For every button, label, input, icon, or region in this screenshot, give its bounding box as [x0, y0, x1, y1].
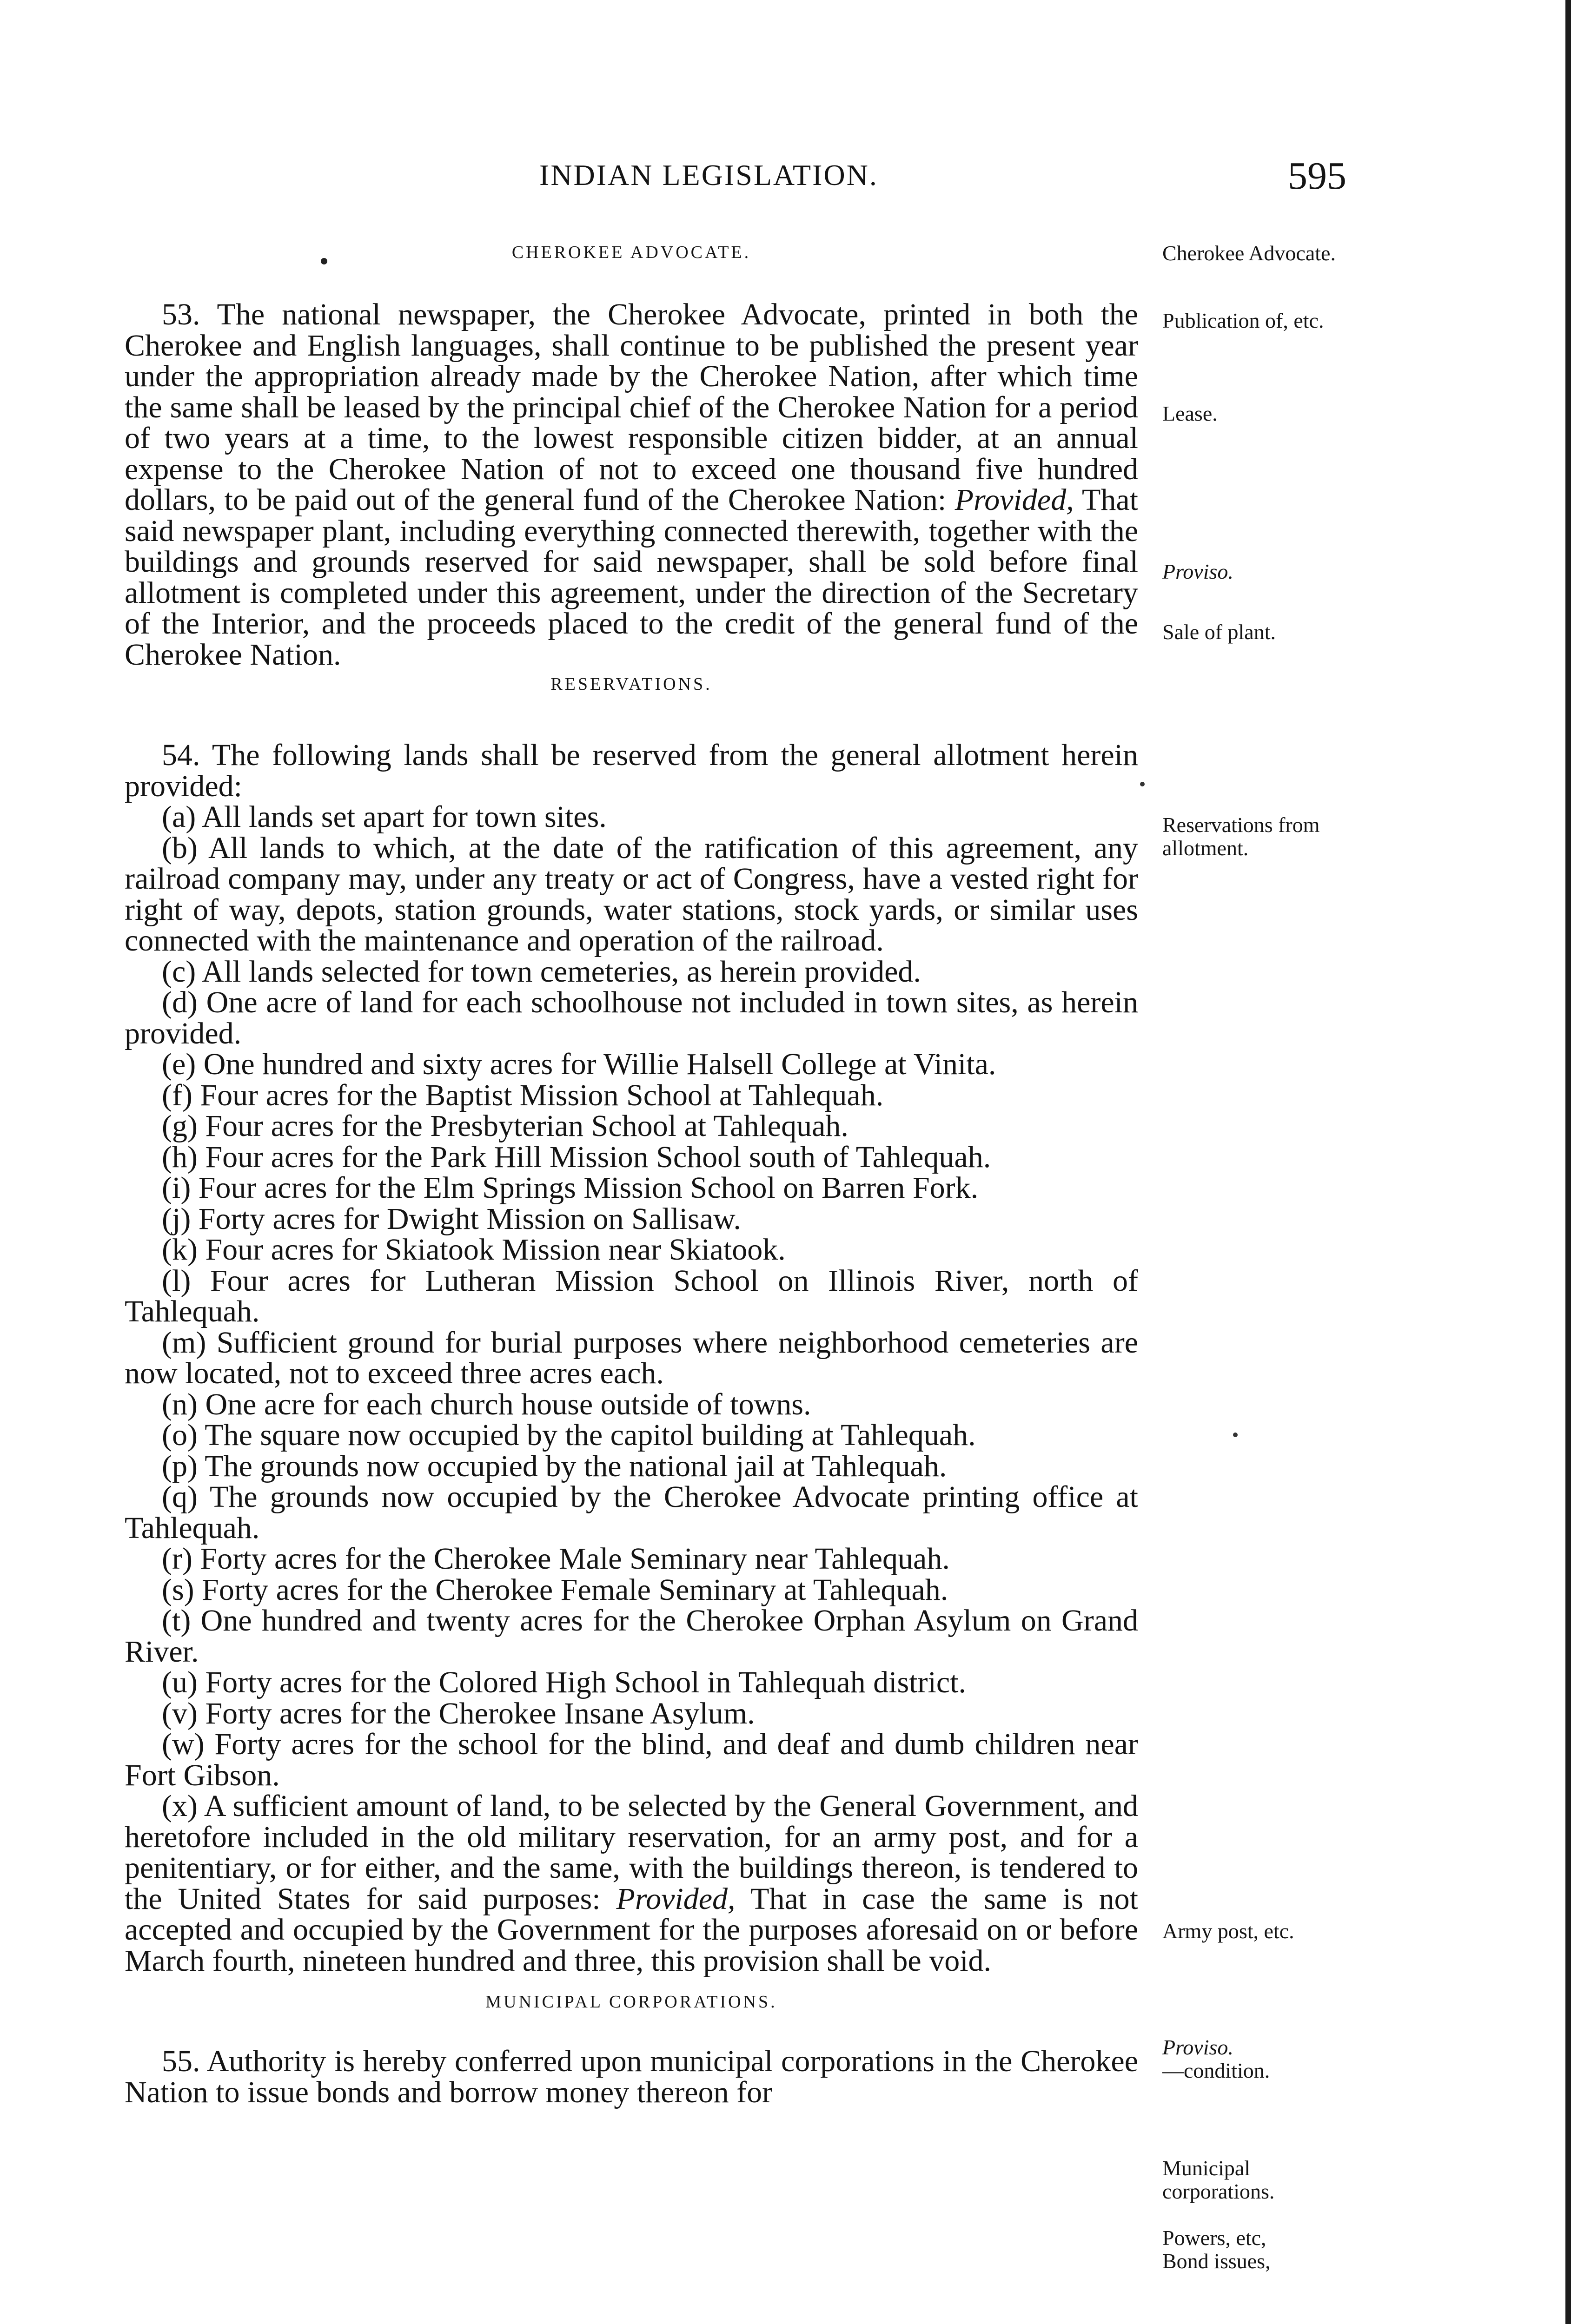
- section-heading-municipal: MUNICIPAL CORPORATIONS.: [485, 1992, 777, 2012]
- reservation-item: (r) Forty acres for the Cherokee Male Seminary near Tahlequah.: [162, 1542, 950, 1576]
- reservation-item: (v) Forty acres for the Cherokee Insane Asylum.: [162, 1696, 755, 1730]
- reservation-item: (n) One acre for each church house outside of towns.: [162, 1387, 811, 1421]
- reservation-item: (f) Four acres for the Baptist Mission School at Tahlequah.: [162, 1078, 884, 1112]
- stray-mark: [1140, 782, 1145, 786]
- reservation-item: (w) Forty acres for the school for the blind, and deaf and dumb children near Fort Gibson.: [125, 1727, 1138, 1792]
- reservation-item: (i) Four acres for the Elm Springs Mission School on Barren Fork.: [162, 1171, 979, 1205]
- reservation-item: (p) The grounds now occupied by the national jail at Tahlequah.: [162, 1449, 947, 1483]
- reservation-item: (m) Sufficient ground for burial purposes where neighborhood cemeteries are now located, not to exceed three acres each.: [125, 1325, 1138, 1390]
- margin-note-reservations: Reservations from allotment.: [1162, 813, 1320, 860]
- reservation-item: (j) Forty acres for Dwight Mission on Sallisaw.: [162, 1202, 741, 1236]
- section-heading-cherokee-advocate: CHEROKEE ADVOCATE.: [511, 243, 751, 262]
- margin-note-proviso: Proviso.: [1162, 2035, 1233, 2059]
- margin-note-lease: Lease.: [1162, 402, 1218, 425]
- reservation-item: (t) One hundred and twenty acres for the Cherokee Orphan Asylum on Grand River.: [125, 1604, 1138, 1669]
- margin-note-proviso: Proviso.: [1162, 560, 1233, 583]
- margin-note-bond-issues: Bond issues,: [1162, 2249, 1271, 2273]
- margin-note-municipal: Municipal corporations.: [1162, 2156, 1275, 2203]
- reservation-item: (q) The grounds now occupied by the Cherokee Advocate printing office at Tahlequah.: [125, 1480, 1138, 1545]
- reservation-item: (l) Four acres for Lutheran Mission School on Illinois River, north of Tahlequah.: [125, 1263, 1138, 1328]
- para53-text: 53. The national newspaper, the Cherokee Advocate, printed in both the Cherokee and English languages, shall continue to be published the present year under the appropriation already made by the Cherokee Nation, after which time the same shall be leased by the principal chief of the Cherokee Nation for a period of two years at a time, to the lowest responsible citizen bidder, at an annual expense to the Cherokee Nation of not to exceed one thousand five hundred dollars, to be paid out of the general fund of the Cherokee Nation:: [125, 297, 1138, 517]
- para53-proviso-text: That said newspaper plant, including everything connected therewith, together with the buildings and grounds reserved for said newspaper, shall be sold before final allotment is completed under this agreement, under the direction of the Secretary of the Interior, and the proceeds placed to the credit of the general fund of the Cherokee Nation.: [125, 483, 1138, 672]
- main-text: [125, 237, 1138, 2108]
- reservation-item: (k) Four acres for Skiatook Mission near Skiatook.: [162, 1233, 786, 1267]
- page-edge-border: [1565, 0, 1571, 2324]
- margin-note-sale-of-plant: Sale of plant.: [1162, 620, 1276, 644]
- item-x-text: (x) A sufficient amount of land, to be selected by the General Government, and heretofore included in the old military reservation, for an army post, and for a penitentiary, or for either, and the same, with the buildings thereon, is tendered to the United States for said purposes:: [125, 1789, 1138, 1916]
- reservation-item: (g) Four acres for the Presbyterian School at Tahlequah.: [162, 1109, 848, 1143]
- item-x-proviso-text: That in case the same is not accepted and occupied by the Government for the purposes aforesaid on or before March fourth, nineteen hundred and three, this provision shall be void.: [125, 1882, 1138, 1978]
- margin-note-army-post: Army post, etc.: [1162, 1919, 1294, 1943]
- running-head: INDIAN LEGISLATION.: [539, 158, 878, 191]
- reservation-item: (h) Four acres for the Park Hill Mission School south of Tahlequah.: [162, 1140, 991, 1174]
- reservation-item: (c) All lands selected for town cemeteries, as herein provided.: [162, 954, 921, 989]
- reservation-item-x: [125, 1791, 1138, 1976]
- margin-note-cherokee-advocate: Cherokee Advocate.: [1162, 241, 1336, 265]
- reservation-item: (e) One hundred and sixty acres for Willie Halsell College at Vinita.: [162, 1047, 996, 1081]
- margin-note-powers: Powers, etc,: [1162, 2226, 1266, 2250]
- reservation-item: (a) All lands set apart for town sites.: [162, 800, 607, 834]
- reservation-item: (s) Forty acres for the Cherokee Female Seminary at Tahlequah.: [162, 1572, 948, 1607]
- proviso-word: Provided,: [616, 1882, 736, 1916]
- reservation-item: (b) All lands to which, at the date of the ratification of this agreement, any railroad company may, under any treaty or act of Congress, have a vested right for right of way, depots, station grounds, water stations, stock yards, or similar uses connected with the maintenance and operation of the railroad.: [125, 831, 1138, 957]
- paragraph-54-intro: 54. The following lands shall be reserved from the general allotment herein provided:: [125, 738, 1138, 803]
- paragraph-55: 55. Authority is hereby conferred upon municipal corporations in the Cherokee Nation to issue bonds and borrow money thereon for: [125, 2044, 1138, 2109]
- margin-note-condition: —condition.: [1162, 2059, 1270, 2082]
- reservation-item: (d) One acre of land for each schoolhouse not included in town sites, as herein provided.: [125, 985, 1138, 1050]
- paragraph-53: [125, 299, 1138, 670]
- reservation-item: (o) The square now occupied by the capitol building at Tahlequah.: [162, 1418, 976, 1452]
- reservation-item: (u) Forty acres for the Colored High School in Tahlequah district.: [162, 1665, 966, 1699]
- page-number: 595: [1288, 154, 1346, 198]
- page-header: [0, 153, 1571, 205]
- stray-mark: [1233, 1433, 1238, 1437]
- proviso-word: Provided,: [955, 483, 1074, 517]
- section-heading-reservations: RESERVATIONS.: [550, 674, 712, 694]
- margin-note-publication: Publication of, etc.: [1162, 309, 1324, 332]
